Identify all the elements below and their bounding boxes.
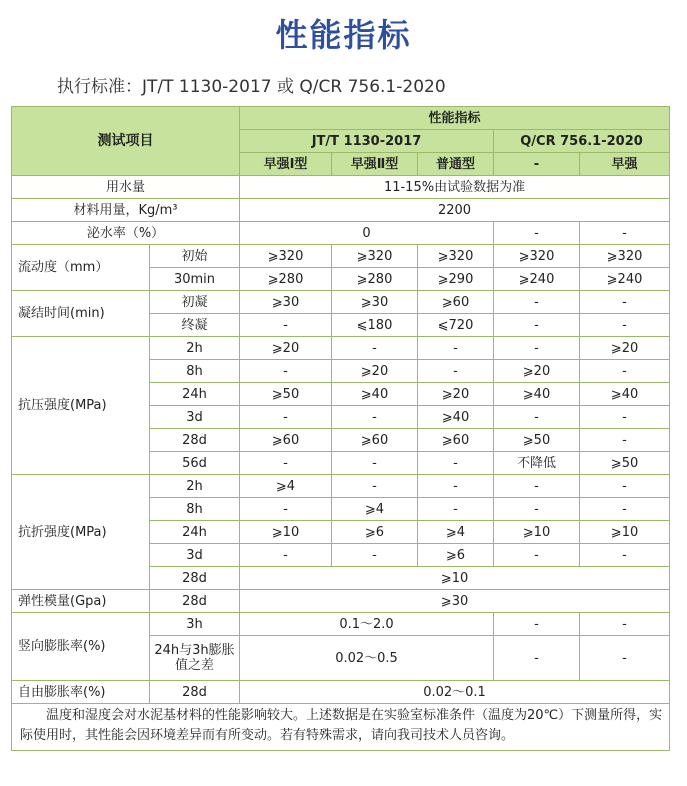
row-sub-label: 2h: [150, 475, 240, 498]
table-cell: -: [332, 337, 418, 360]
table-row: [12, 681, 670, 704]
table-cell: ⩾4: [332, 498, 418, 521]
row-sub-label: 初始: [150, 245, 240, 268]
table-cell: -: [580, 429, 670, 452]
note-text: 温度和湿度会对水泥基材料的性能影响较大。上述数据是在实验室标准条件（温度为20℃）下测量所得，实际使用时，其性能会因环境差异而有所变动。若有特殊需求，请向我司技术人员咨询。: [12, 704, 670, 751]
table-cell: ⩾50: [494, 429, 580, 452]
table-cell: ⩾20: [332, 360, 418, 383]
row-sub-label: 30min: [150, 268, 240, 291]
table-cell: -: [580, 636, 670, 681]
row-sub-label: 3h: [150, 613, 240, 636]
table-cell: ⩾320: [580, 245, 670, 268]
table-row: [12, 613, 670, 636]
table-cell: ⩾320: [240, 245, 332, 268]
table-cell: ⩾60: [418, 291, 494, 314]
table-cell: 0.02～0.5: [240, 636, 494, 681]
table-cell: ⩾10: [240, 521, 332, 544]
row-sub-label: 8h: [150, 360, 240, 383]
table-cell: -: [580, 475, 670, 498]
table-cell: -: [494, 544, 580, 567]
table-cell: ⩾30: [240, 590, 670, 613]
row-sub-label: 24h与3h膨胀值之差: [150, 636, 240, 681]
table-cell: ⩾60: [332, 429, 418, 452]
table-cell: ⩾50: [580, 452, 670, 475]
note-row: [12, 704, 670, 751]
table-cell: 不降低: [494, 452, 580, 475]
table-row: [12, 337, 670, 360]
table-cell: ⩾6: [418, 544, 494, 567]
table-cell: ⩾30: [332, 291, 418, 314]
row-sub-label: 28d: [150, 429, 240, 452]
standard-line: 执行标准：JT/T 1130-2017 或 Q/CR 756.1-2020: [57, 77, 446, 97]
table-cell: ⩾280: [240, 268, 332, 291]
table-cell: 0.1～2.0: [240, 613, 494, 636]
compressive-label: 抗压强度(MPa): [12, 337, 150, 475]
table-cell: -: [418, 360, 494, 383]
row-sub-label: 初凝: [150, 291, 240, 314]
page-title: 性能指标: [275, 16, 412, 54]
table-cell: -: [240, 452, 332, 475]
header-row-1: [12, 107, 670, 130]
row-sub-label: 24h: [150, 383, 240, 406]
elastic-label: 弹性模量(Gpa): [12, 590, 150, 613]
row-sub-label: 2h: [150, 337, 240, 360]
table-cell: -: [580, 613, 670, 636]
row-sub-label: 终凝: [150, 314, 240, 337]
table-cell: -: [240, 314, 332, 337]
table-cell: ⩾60: [240, 429, 332, 452]
header-test-item: 测试项目: [12, 107, 240, 176]
table-cell: ⩾240: [580, 268, 670, 291]
table-cell: ⩾40: [418, 406, 494, 429]
table-row: [12, 222, 670, 245]
header-std-qcr: Q/CR 756.1-2020: [494, 130, 670, 153]
table-cell: ⩾280: [332, 268, 418, 291]
bleed-value: -: [494, 222, 580, 245]
header-type-none: -: [494, 153, 580, 176]
table-cell: ⩾20: [580, 337, 670, 360]
row-sub-label: 28d: [150, 567, 240, 590]
row-sub-label: 3d: [150, 406, 240, 429]
row-sub-label: 3d: [150, 544, 240, 567]
water-label: 用水量: [12, 176, 240, 199]
table-row: [12, 291, 670, 314]
table-row: [12, 475, 670, 498]
header-type-early: 早强: [580, 153, 670, 176]
table-cell: -: [240, 406, 332, 429]
table-cell: -: [580, 314, 670, 337]
table-cell: ⩾320: [494, 245, 580, 268]
table-cell: -: [580, 406, 670, 429]
table-cell: -: [494, 636, 580, 681]
setting-label: 凝结时间(min): [12, 291, 150, 337]
bleed-value: 0: [240, 222, 494, 245]
header-type-early2: 早强Ⅱ型: [332, 153, 418, 176]
table-cell: -: [494, 406, 580, 429]
table-cell: ⩾60: [418, 429, 494, 452]
table-cell: -: [332, 475, 418, 498]
table-cell: 0.02～0.1: [240, 681, 670, 704]
table-cell: -: [240, 544, 332, 567]
table-cell: ⩾30: [240, 291, 332, 314]
table-cell: ⩽720: [418, 314, 494, 337]
table-cell: -: [332, 406, 418, 429]
table-cell: ⩾40: [494, 383, 580, 406]
table-cell: -: [332, 452, 418, 475]
header-type-early1: 早强Ⅰ型: [240, 153, 332, 176]
table-cell: ⩾290: [418, 268, 494, 291]
table-cell: ⩾4: [418, 521, 494, 544]
table-cell: ⩾6: [332, 521, 418, 544]
table-cell: ⩾10: [240, 567, 670, 590]
table-cell: -: [494, 498, 580, 521]
flexural-label: 抗折强度(MPa): [12, 475, 150, 590]
row-sub-label: 56d: [150, 452, 240, 475]
performance-table: [11, 106, 670, 751]
table-cell: -: [494, 337, 580, 360]
row-sub-label: 28d: [150, 681, 240, 704]
table-cell: ⩾240: [494, 268, 580, 291]
row-sub-label: 28d: [150, 590, 240, 613]
row-sub-label: 24h: [150, 521, 240, 544]
table-cell: -: [418, 452, 494, 475]
table-cell: -: [494, 314, 580, 337]
table-cell: ⩾50: [240, 383, 332, 406]
table-cell: ⩽180: [332, 314, 418, 337]
table-cell: -: [580, 498, 670, 521]
table-cell: -: [418, 337, 494, 360]
table-row: [12, 199, 670, 222]
table-cell: -: [240, 360, 332, 383]
table-cell: ⩾40: [332, 383, 418, 406]
header-std-jtt: JT/T 1130-2017: [240, 130, 494, 153]
vertical-label: 竖向膨胀率(%): [12, 613, 150, 681]
table-cell: -: [580, 360, 670, 383]
water-value: 11-15%由试验数据为准: [240, 176, 670, 199]
table-cell: ⩾10: [580, 521, 670, 544]
header-type-normal: 普通型: [418, 153, 494, 176]
bleed-label: 泌水率（%）: [12, 222, 240, 245]
bleed-value: -: [580, 222, 670, 245]
material-value: 2200: [240, 199, 670, 222]
table-cell: ⩾10: [494, 521, 580, 544]
table-cell: -: [494, 475, 580, 498]
table-cell: -: [332, 544, 418, 567]
table-row: [12, 245, 670, 268]
fluidity-label: 流动度（mm）: [12, 245, 150, 291]
table-cell: -: [580, 291, 670, 314]
table-cell: -: [580, 544, 670, 567]
table-cell: -: [418, 498, 494, 521]
table-cell: -: [240, 498, 332, 521]
header-performance: 性能指标: [240, 107, 670, 130]
material-label: 材料用量，Kg/m³: [12, 199, 240, 222]
table-cell: ⩾20: [240, 337, 332, 360]
table-cell: ⩾320: [418, 245, 494, 268]
table-row: [12, 590, 670, 613]
table-row: [12, 176, 670, 199]
free-label: 自由膨胀率(%): [12, 681, 150, 704]
table-cell: ⩾40: [580, 383, 670, 406]
table-cell: ⩾20: [418, 383, 494, 406]
table-cell: -: [494, 291, 580, 314]
table-cell: ⩾20: [494, 360, 580, 383]
row-sub-label: 8h: [150, 498, 240, 521]
table-cell: ⩾320: [332, 245, 418, 268]
table-cell: -: [418, 475, 494, 498]
table-cell: ⩾4: [240, 475, 332, 498]
table-cell: -: [494, 613, 580, 636]
